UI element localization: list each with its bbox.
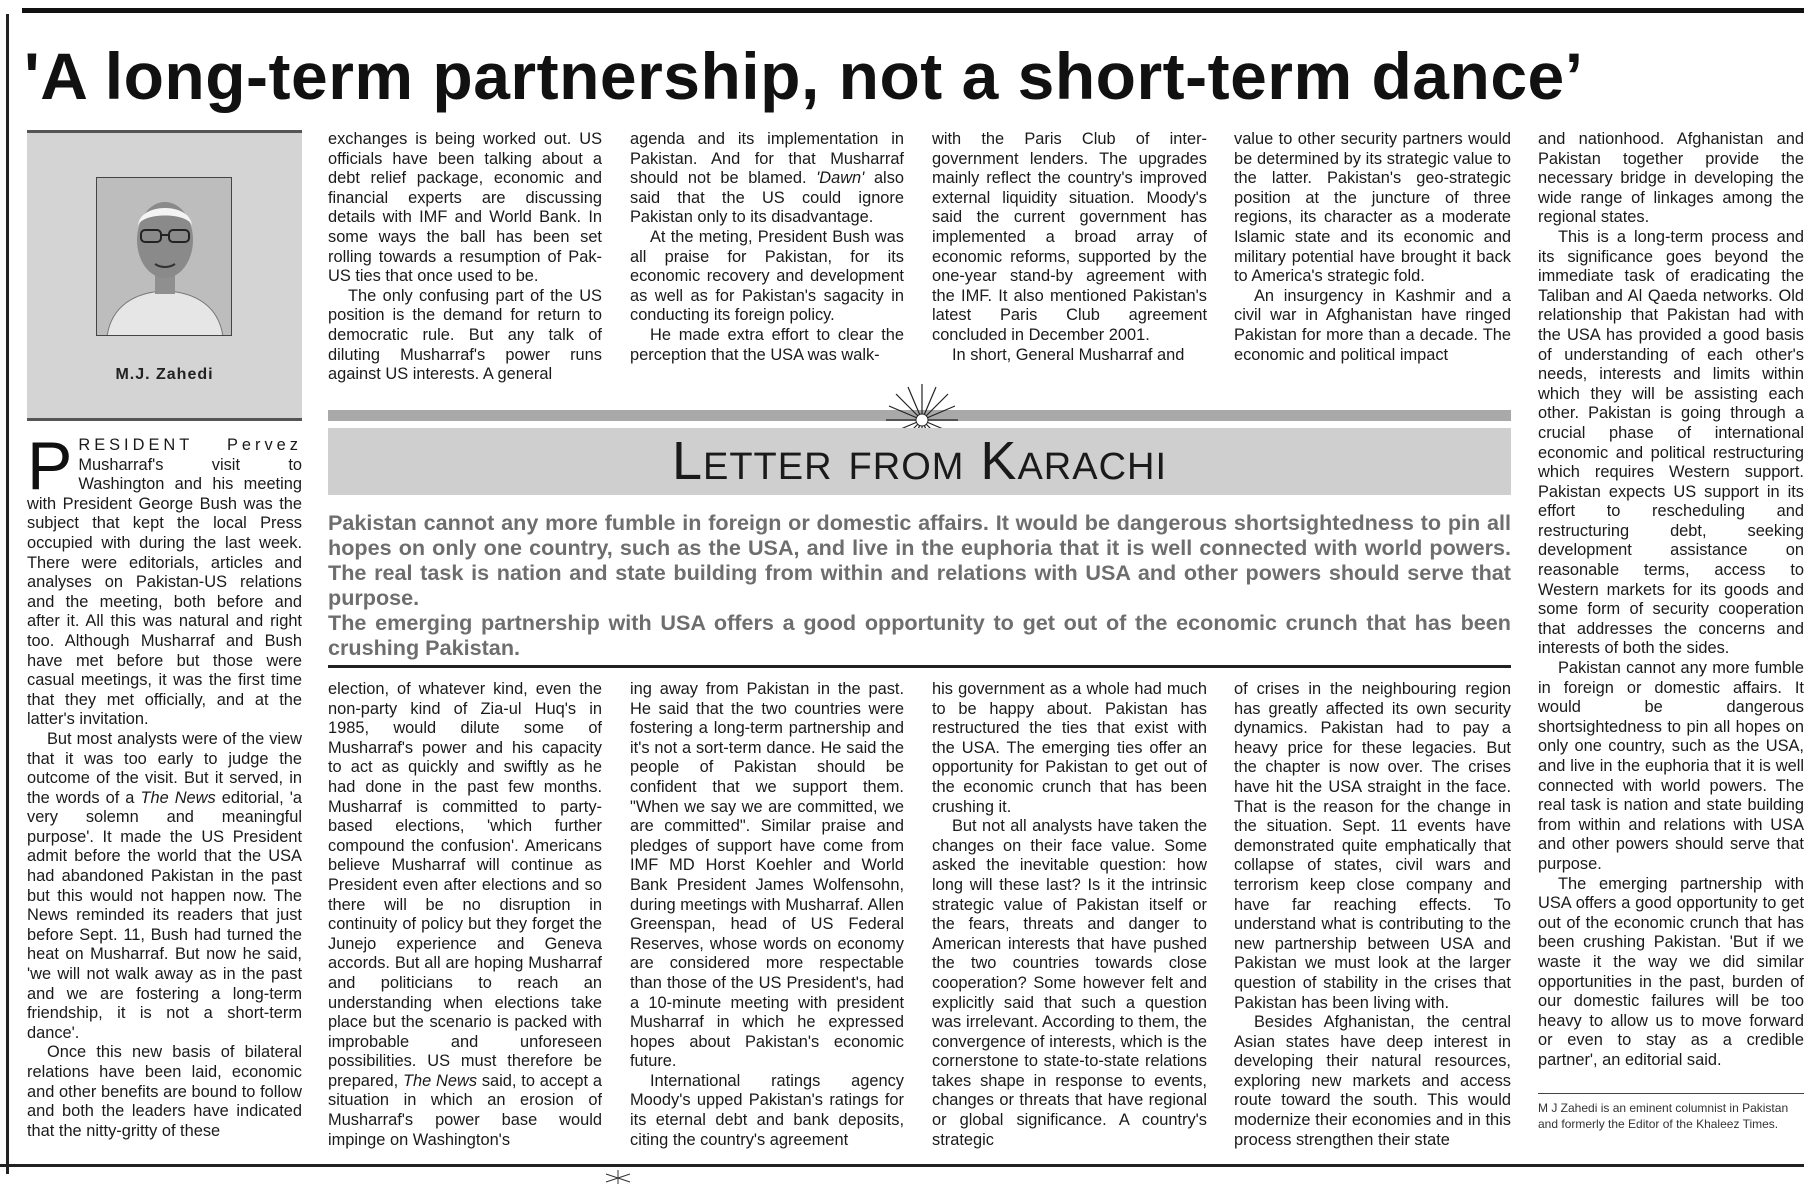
paragraph: Pakistan cannot any more fumble in foreign or domestic affairs. It would be dangerous shortsightedness to pin all hopes on only one country, such as the USA, and live in the euphoria that it is well connected with world powers. The real task is nation and state building from within and relations with USA and other powers should serve that purpose. <box>1538 659 1804 873</box>
bottom-border <box>0 1164 1804 1167</box>
blurb-paragraph: Pakistan cannot any more fumble in foreign or domestic affairs. It would be dangerous shortsightedness to pin all hopes on only one country, such as the USA, and live in the euphoria that it is well connected with world powers. The real task is nation and state building from within and relations with USA and other powers should serve that purpose. <box>328 510 1511 610</box>
column-5-top <box>1234 130 1511 392</box>
blurb-paragraph: The emerging partnership with USA offers a good opportunity to get out of the economic crunch that has been crushing Pakistan. <box>328 610 1511 660</box>
paragraph: with the Paris Club of inter-government lenders. The upgrades mainly reflect the country's improved external liquidity situation. Moody's said the current government has implemented a broad array of economic reforms, supported by the one-year stand-by agreement with the IMF. It also mentioned Pakistan's latest Paris Club agreement concluded in December 2001. <box>932 130 1207 344</box>
drop-cap: P <box>27 436 73 504</box>
headline: 'A long-term partnership, not a short-term dance’ <box>24 39 1584 113</box>
paragraph: At the meting, President Bush was all praise for Pakistan, for its economic recovery and development as well as for Pakistan's sagacity in conducting its foreign policy. <box>630 227 904 325</box>
paragraph: of crises in the neighbouring region has greatly affected its own security dynamics. Pakistan had to pay a heavy price for these legacies. But the chapter is now over. The crises have hit the USA straight in the face. That is the reason for the change in the situation. Sept. 11 events have demonstrated quite emphatically that collapse of states, civil wars and terrorism keep close company and have far reaching effects. To understand what is contributing to the new partnership between USA and Pakistan we must look at the larger question of stability in the crises that Pakistan has been living with. <box>1234 680 1511 1012</box>
paragraph: PRESIDENT Pervez Musharraf's visit to Washington and his meeting with President George Bush was the subject that kept the local Press occupied with during the last week. There were editorials, articles and analyses on Pakistan-US relations and the meeting, both before and after it. All this was natural and right too. Although Musharraf and Bush have met before but those were casual meetings, it was the first time that they met officially, and at the latter's invitation. <box>27 436 302 729</box>
column-3-top <box>630 130 904 392</box>
photo-panel-bottom-rule <box>27 418 302 421</box>
top-border <box>22 8 1804 13</box>
paragraph: his government as a whole had much to be happy about. Pakistan has restructured the ties that exist with the USA. The emerging ties offer an opportunity for Pakistan to get out of the economic crunch that has been crushing it. <box>932 680 1207 816</box>
photo-panel-top-rule <box>27 130 302 133</box>
column-5-bottom <box>1234 680 1511 1162</box>
paragraph: The emerging partnership with USA offers a good opportunity to get out of the economic crunch that has been crushing Pakistan. 'But if we waste it the way we did similar opportunities in the past, burden of our domestic failures will be too heavy to allow us to move forward or even to stay as a credible partner', an editorial said. <box>1538 874 1804 1069</box>
paragraph: Besides Afghanistan, the central Asian states have deep interest in developing their natural resources, exploring new markets and access route toward the south. This would modernize their economies and in this process strengthen their state <box>1234 1013 1511 1149</box>
paragraph: He made extra effort to clear the perception that the USA was walk- <box>630 325 904 364</box>
paragraph: agenda and its implementation in Pakistan. And for that Musharraf should not be blamed. 'Dawn' also said that the US could ignore Pakistan only to its disadvantage. <box>630 130 904 227</box>
blurb <box>328 510 1511 660</box>
author-portrait-icon <box>97 178 232 336</box>
paragraph: This is a long-term process and its significance goes beyond the immediate task of eradicating the Taliban and Al Qaeda networks. Old relationship that Pakistan had with the USA has provided a good basis of understanding of each other's needs, interests and limits within which they will be assisting each other. Pakistan is going through a crucial phase of international economic and political restructuring which requires Western support. Pakistan expects US support in its effort to rescheduling and restructuring debt, seeking development assistance on reasonable terms, access to Western markets for its goods and some form of security cooperation that addresses the concerns and interests of both the sides. <box>1538 227 1804 658</box>
column-2-bottom <box>328 680 602 1162</box>
column-2-top <box>328 130 602 392</box>
paragraph: and nationhood. Afghanistan and Pakistan together provide the necessary bridge in developing the wide range of linkages among the regional states. <box>1538 130 1804 227</box>
author-photo <box>96 177 232 336</box>
paragraph: International ratings agency Moody's upped Pakistan's ratings for its eternal debt and bank deposits, citing the country's agreement <box>630 1071 904 1149</box>
paragraph: An insurgency in Kashmir and a civil war in Afghanistan have ringed Pakistan for more than a decade. The economic and political impact <box>1234 286 1511 364</box>
column-1 <box>27 436 302 1162</box>
paragraph: In short, General Musharraf and <box>952 345 1185 364</box>
paragraph: value to other security partners would be determined by its strategic value to the latter. Pakistan's geo-strategic position at the juncture of three regions, its character as a moderate Islamic state and its economic and military potential have brought it back to America's strategic fold. <box>1234 130 1511 286</box>
paragraph: ing away from Pakistan in the past. He said that the two countries were fostering a long-term partnership and it's not a sort-term dance. He said the people of Pakistan should be confident that we support them. "When we say we are committed, we are committed". Similar praise and pledges of support have come from IMF MD Horst Koehler and World Bank President James Wolfensohn, during meetings with Musharraf. Allen Greenspan, head of US Federal Reserves, whose words on economy are considered more respectable than those of the US President's, had a 10-minute meeting with president Musharraf in which he expressed hopes about Pakistan's economic future. <box>630 680 904 1071</box>
left-border <box>6 14 9 1174</box>
paragraph: The only confusing part of the US position is the demand for return to democratic rule. But any talk of diluting Musharraf's power runs against US interests. A general <box>328 286 602 384</box>
byline: M.J. Zahedi <box>115 366 214 383</box>
section-title: Letter from Karachi <box>671 431 1168 491</box>
column-4-top <box>932 130 1207 392</box>
paragraph: But most analysts were of the view that it was too early to judge the outcome of the visit. But it served, in the words of a The News editorial, 'a very solemn and meaningful purpose'. It made the US President admit before the world that the USA had abandoned Pakistan in the past but this would not happen now. The News reminded its readers that just before Sept. 11, Bush had turned the heat on Musharraf. But now he said, 'we will not walk away as in the past and we are fostering a long-term friendship, it is not a short-term dance'. <box>27 729 302 1042</box>
column-6 <box>1538 130 1804 1085</box>
column-4-bottom <box>932 680 1207 1162</box>
paragraph: Once this new basis of bilateral relations have been laid, economic and other benefits are bound to follow and both the leaders have indicated that the nitty-gritty of these <box>27 1043 302 1140</box>
author-note: M J Zahedi is an eminent columnist in Pakistan and formerly the Editor of the Khaleez Times. <box>1538 1101 1789 1131</box>
paragraph: exchanges is being worked out. US officials have been talking about a debt relief package, economic and financial experts are discussing details with IMF and World Bank. In some ways the ball has been set rolling towards a resumption of Pak-US ties that once used to be. <box>328 130 602 286</box>
paragraph: But not all analysts have taken the changes on their face value. Some asked the inevitable question: how long will these last? Is it the intrinsic strategic value of Pakistan itself or the fears, threats and danger to American interests that have pushed the two countries towards close cooperation? Some however felt and explicitly said that such a question was irrelevant. According to them, the convergence of interests, which is the cornerstone to state-to-state relations takes shape in response to events, changes or threats that have regional or global significance. A country's strategic <box>932 817 1207 1149</box>
blurb-rule <box>328 665 1511 668</box>
author-note-rule <box>1538 1093 1804 1094</box>
bottom-starburst-icon <box>598 1168 638 1184</box>
paragraph: election, of whatever kind, even the non-party kind of Zia-ul Huq's in 1985, would dilute some of Musharraf's power and his capacity to act as quickly and swiftly as he had done in the past few months. Musharraf is committed to party-based elections, 'which further compound the confusion'. Americans believe Musharraf will continue as President even after elections and so there will be no disruption in continuity of policy but they forget the Junejo experience and Geneva accords. But all are hoping Musharraf and politicians to reach an understanding when elections take place but the scenario is packed with improbable and unforeseen possibilities. US must therefore be prepared, The News said, to accept a situation in which an erosion of Musharraf's power base would impinge on Washington's <box>328 680 602 1149</box>
column-3-bottom <box>630 680 904 1162</box>
